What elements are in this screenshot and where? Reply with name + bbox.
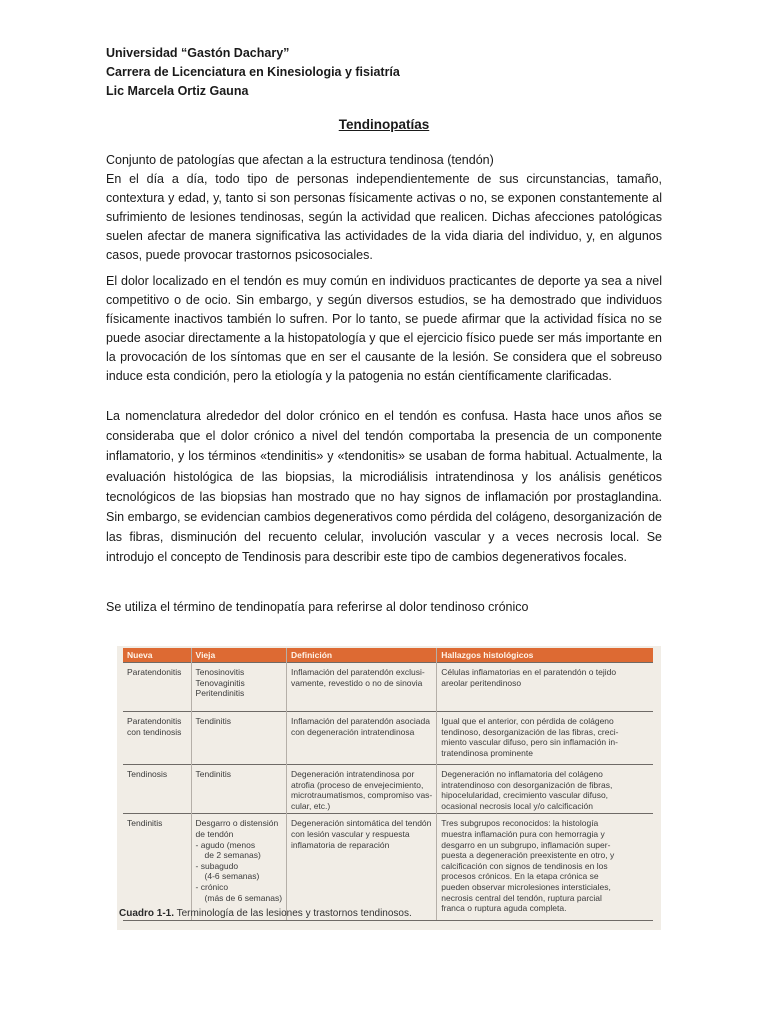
cell-line: con lesión vascular y respuesta bbox=[291, 828, 410, 839]
cell-line: muestra inflamación pura con hemorragia y bbox=[441, 828, 605, 839]
cell-line: procesos crónicos. En la etapa crónica se bbox=[441, 871, 599, 882]
cell-line: - crónico bbox=[195, 881, 229, 892]
cell-line: Células inflamatorias en el paratendón o tejido bbox=[441, 667, 617, 677]
cell-line: calcificación con signos de tendinosis en los bbox=[441, 860, 608, 871]
cell-line: Tendinitis bbox=[127, 818, 163, 829]
cell-line: - subagudo bbox=[195, 860, 239, 871]
cell-vieja bbox=[191, 663, 286, 712]
cell-line: con degeneración intratendinosa bbox=[291, 726, 415, 737]
cell-line: Peritendinitis bbox=[195, 688, 245, 699]
cell-line: pueden observar microlesiones intersticiales, bbox=[441, 881, 611, 892]
cell-line: inflamatoria de reparación bbox=[291, 839, 390, 850]
cell-line: Inflamación del paratendón exclusi- bbox=[291, 667, 425, 677]
cell-line: (más de 6 semanas) bbox=[204, 892, 283, 903]
paragraph-pain: El dolor localizado en el tendón es muy común en individuos practicantes de deporte ya sea a nivel competitivo o de ocio. Sin embargo, y según diversos estudios, se ha demostrado que individuos físicamente inactivos también lo sufren. Por lo tanto, se puede afirmar que la actividad física no se puede asociar directamente a la histopatología y que el ejercicio físico puede ser más importante en la provocación de los síntomas que en ser el causante de la lesión. Se considera que el sobreuso induce esta condición, pero la etiología y la patogenia no están científicamente clarificadas. bbox=[106, 274, 662, 383]
cell-nueva bbox=[123, 712, 191, 765]
paragraph-nomenclature: La nomenclatura alrededor del dolor crónico en el tendón es confusa. Hasta hace unos años se consideraba que el dolor crónico a nivel del tendón comportaba la presencia de un componente inflamatorio, y los términos «tendinitis» y «tendonitis» se usaban de forma habitual. Actualmente, la evaluación histológica de las biopsias, la microdiálisis intratendinosa y los análisis genéticos tecnológicos de las biopsias han mostrado que no hay signos de inflamación por prostaglandina. Sin embargo, se evidencian cambios degenerativos como pérdida del colágeno, desorganización de las fibras, disminución del recuento celular, involución vascular y a veces necrosis local. Se introdujo el concepto de Tendinosis para describir este tipo de cambios degenerativos focales. bbox=[106, 409, 662, 565]
table-row bbox=[123, 663, 653, 712]
cell-line: Degeneración no inflamatoria del colágeno bbox=[441, 769, 603, 779]
cell-line: de 2 semanas) bbox=[204, 850, 261, 861]
cell-line: cular, etc.) bbox=[291, 800, 331, 811]
cell-vieja bbox=[191, 712, 286, 765]
table-header-row bbox=[123, 648, 653, 663]
document-header bbox=[106, 44, 666, 101]
table-caption bbox=[119, 908, 412, 919]
career-name: Carrera de Licenciatura en Kinesiologia y fisiatría bbox=[106, 65, 400, 79]
cell-nueva bbox=[123, 765, 191, 814]
cell-line: necrosis central del tendón, ruptura parcial bbox=[441, 892, 602, 903]
cell-line: vamente, revestido o no de sinovia bbox=[291, 677, 423, 688]
header-nueva: Nueva bbox=[123, 648, 191, 663]
cell-line: Paratendonitis bbox=[127, 716, 182, 726]
cell-line: de tendón bbox=[195, 828, 234, 839]
cell-line: Tendinosis bbox=[127, 769, 168, 779]
cell-definicion bbox=[287, 663, 437, 712]
caption-text: Terminología de las lesiones y trastornos tendinosos. bbox=[176, 908, 412, 919]
cell-hallazgos bbox=[437, 663, 653, 712]
cell-line: con tendinosis bbox=[127, 726, 182, 737]
cell-line: Inflamación del paratendón asociada bbox=[291, 716, 430, 726]
cell-line: intratendinoso con desorganización de fibras, bbox=[441, 779, 613, 790]
header-hallazgos: Hallazgos histológicos bbox=[437, 648, 653, 663]
table-row bbox=[123, 765, 653, 814]
cell-definicion bbox=[287, 814, 437, 921]
cell-line: (4-6 semanas) bbox=[204, 871, 260, 882]
cell-definicion bbox=[287, 765, 437, 814]
terminology-table bbox=[123, 648, 653, 921]
cell-hallazgos bbox=[437, 814, 653, 921]
cell-line: desgarro en un subgrupo, inflamación super- bbox=[441, 839, 611, 850]
cell-vieja bbox=[191, 814, 286, 921]
cell-line: Tendinitis bbox=[195, 716, 231, 726]
terminology-table-figure bbox=[117, 646, 661, 930]
cell-line: Tenosinovitis bbox=[195, 667, 245, 677]
cell-line: Degeneración intratendinosa por bbox=[291, 769, 415, 779]
cell-line: tendinoso, desorganización de las fibras, creci- bbox=[441, 726, 619, 737]
paragraph-definition: Se utiliza el término de tendinopatía para referirse al dolor tendinoso crónico bbox=[106, 600, 529, 614]
cell-line: Desgarro o distensión bbox=[195, 818, 279, 829]
university-name: Universidad “Gastón Dachary” bbox=[106, 46, 290, 60]
cell-nueva bbox=[123, 663, 191, 712]
paragraph-intro-first-line: Conjunto de patologías que afectan a la estructura tendinosa (tendón) bbox=[106, 153, 494, 167]
cell-line: tratendinosa prominente bbox=[441, 747, 533, 758]
paragraph-intro bbox=[106, 151, 662, 265]
cell-line: Tres subgrupos reconocidos: la histología bbox=[441, 818, 599, 829]
cell-line: Paratendonitis bbox=[127, 667, 182, 677]
author-name: Lic Marcela Ortiz Gauna bbox=[106, 84, 249, 98]
table-row bbox=[123, 814, 653, 921]
cell-line: microtraumatismos, compromiso vas- bbox=[291, 790, 433, 801]
cell-vieja bbox=[191, 765, 286, 814]
paragraph-intro-body: En el día a día, todo tipo de personas independientemente de sus circunstancias, tamaño, contextura y edad, y, tanto si son personas físicamente activas o no, se exponen constantemente al sufrimiento de lesiones tendinosas, según la actividad que realicen. Dichas afecciones patológicas suelen afectar de manera significativa las actividades de la vida diaria del individuo, y, en algunos casos, puede provocar trastornos psicosociales. bbox=[106, 172, 662, 262]
cell-definicion bbox=[287, 712, 437, 765]
document-title: Tendinopatías bbox=[338, 117, 430, 132]
cell-line: franca o ruptura aguda completa. bbox=[441, 903, 567, 914]
cell-hallazgos bbox=[437, 712, 653, 765]
cell-line: Igual que el anterior, con pérdida de colágeno bbox=[441, 716, 614, 726]
cell-line: - agudo (menos bbox=[195, 839, 256, 850]
cell-line: Tenovaginitis bbox=[195, 677, 245, 688]
cell-line: puesta a degeneración preexistente en otro, y bbox=[441, 850, 615, 861]
cell-line: ocasional necrosis local y/o calcificación bbox=[441, 800, 593, 811]
cell-line: areolar peritendinoso bbox=[441, 677, 522, 688]
header-vieja: Vieja bbox=[191, 648, 286, 663]
cell-line: miento vascular difuso, pero sin inflamación in- bbox=[441, 737, 618, 748]
cell-line: hipocelularidad, crecimiento vascular difuso, bbox=[441, 790, 609, 801]
header-definicion: Definición bbox=[287, 648, 437, 663]
cell-nueva bbox=[123, 814, 191, 921]
cell-line: Degeneración sintomática del tendón bbox=[291, 818, 432, 829]
cell-line: Tendinitis bbox=[195, 769, 231, 779]
cell-line: atrofia (proceso de envejecimiento, bbox=[291, 779, 424, 790]
cell-hallazgos bbox=[437, 765, 653, 814]
caption-label: Cuadro 1-1. bbox=[119, 908, 175, 919]
table-row bbox=[123, 712, 653, 765]
